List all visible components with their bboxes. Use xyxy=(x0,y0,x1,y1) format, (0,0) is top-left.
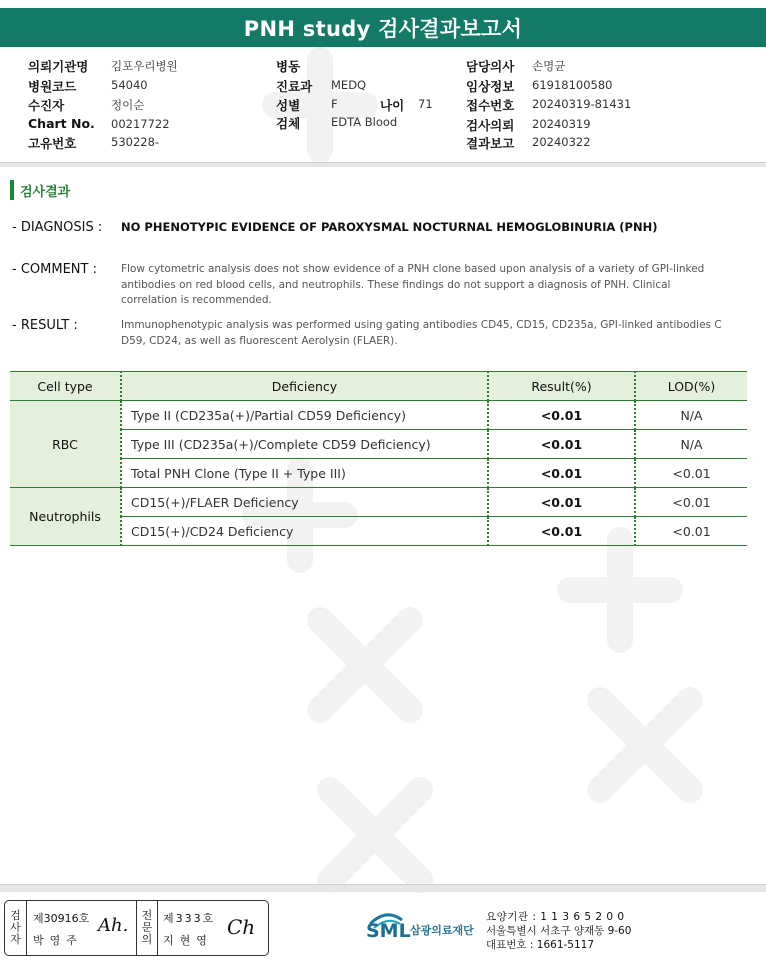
header-label: 검사의뢰 xyxy=(466,118,515,133)
deficiency-cell: Total PNH Clone (Type II + Type III) xyxy=(121,459,488,488)
institution-name: 삼광의료재단 xyxy=(410,924,474,937)
signer2-role xyxy=(136,901,158,955)
lod-cell: N/A xyxy=(635,401,747,430)
diagnosis-text: NO PHENOTYPIC EVIDENCE OF PAROXYSMAL NOCTURNAL HEMOGLOBINURIA (PNH) xyxy=(121,220,658,234)
report-title: PNH study 검사결과보고서 xyxy=(0,8,766,47)
role-char: 자 xyxy=(10,933,21,946)
result-line: D59, CD24, as well as fluorescent Aerolysin (FLAER). xyxy=(121,334,398,347)
header-lod: LOD(%) xyxy=(635,372,747,401)
header-value: 정이순 xyxy=(111,98,145,112)
age-value: 71 xyxy=(418,97,433,111)
table-row xyxy=(10,401,747,430)
lod-cell: <0.01 xyxy=(635,517,747,546)
signer1-license: 제30916호 xyxy=(33,912,90,925)
header-label: 담당의사 xyxy=(466,59,515,74)
institution-code: 요양기관 : 1 1 3 6 5 2 0 0 xyxy=(486,911,625,923)
institution-phone: 대표번호 : 1661-5117 xyxy=(486,939,595,951)
deficiency-cell: CD15(+)/FLAER Deficiency xyxy=(121,488,488,517)
result-cell: <0.01 xyxy=(488,459,635,488)
header-value: 54040 xyxy=(111,78,148,92)
table-header-row xyxy=(10,372,747,401)
header-label: 검체 xyxy=(276,116,301,131)
role-char: 전 xyxy=(141,909,153,922)
header-value: 20240322 xyxy=(532,135,591,149)
footer-divider xyxy=(0,884,766,892)
header-label: 수진자 xyxy=(28,98,65,113)
header-label: 임상정보 xyxy=(466,79,515,94)
header-label: 진료과 xyxy=(276,79,313,94)
deficiency-cell: Type III (CD235a(+)/Complete CD59 Deficiency) xyxy=(121,430,488,459)
header-cell-type: Cell type xyxy=(10,372,121,401)
header-label: 병원코드 xyxy=(28,79,77,94)
lod-cell: N/A xyxy=(635,430,747,459)
sml-logo xyxy=(364,906,484,950)
header-value: EDTA Blood xyxy=(331,115,398,129)
signature-box xyxy=(4,900,269,956)
age-label: 나이 xyxy=(380,98,405,113)
role-char: 문 xyxy=(141,921,153,934)
header-divider xyxy=(0,162,766,167)
header-value: F xyxy=(331,97,338,111)
header-label: 의뢰기관명 xyxy=(28,59,89,74)
section-title-text: 검사결과 xyxy=(20,184,71,200)
header-label: 결과보고 xyxy=(466,136,515,151)
institution-address: 서울특별시 서초구 양재동 9-60 xyxy=(486,925,632,937)
results-table xyxy=(10,371,747,546)
result-text xyxy=(121,318,741,349)
diagnosis-label: - DIAGNOSIS : xyxy=(12,220,103,235)
header-label: 고유번호 xyxy=(28,136,77,151)
result-line: Immunophenotypic analysis was performed using gating antibodies CD45, CD15, CD235a, GPI-linked antibodies C xyxy=(121,319,722,331)
deficiency-cell: CD15(+)/CD24 Deficiency xyxy=(121,517,488,546)
header-result: Result(%) xyxy=(488,372,635,401)
cell-type-neutrophils: Neutrophils xyxy=(10,488,121,546)
result-cell: <0.01 xyxy=(488,430,635,459)
header-value: 61918100580 xyxy=(532,78,613,92)
logo-text: SML xyxy=(366,920,411,942)
header-value: 김포우리병원 xyxy=(111,59,178,73)
role-char: 사 xyxy=(10,921,21,934)
header-value: 20240319 xyxy=(532,117,591,131)
deficiency-cell: Type II (CD235a(+)/Partial CD59 Deficiency) xyxy=(121,401,488,430)
section-title xyxy=(10,180,70,200)
table-row xyxy=(10,488,747,517)
role-char: 의 xyxy=(141,933,153,946)
cell-type-rbc: RBC xyxy=(10,401,121,488)
header-value: MEDQ xyxy=(331,78,367,92)
header-deficiency: Deficiency xyxy=(121,372,488,401)
signer2-signature: Ch xyxy=(227,915,256,939)
header-value: 530228- xyxy=(111,135,160,149)
section-marker xyxy=(10,180,14,200)
result-cell: <0.01 xyxy=(488,488,635,517)
lod-cell: <0.01 xyxy=(635,459,747,488)
header-value: 00217722 xyxy=(111,117,170,131)
header-label: Chart No. xyxy=(28,116,95,131)
comment-line: correlation is recommended. xyxy=(121,294,272,306)
signer1-role xyxy=(5,901,27,955)
header-label: 접수번호 xyxy=(466,98,515,113)
header-value: 손명균 xyxy=(532,59,566,73)
comment-label: - COMMENT : xyxy=(12,262,97,277)
comment-line: antibodies on red blood cells, and neutrophils. These findings do not support a diagnosis of PNH. Clinical xyxy=(121,278,671,291)
signer1-signature: Ah. xyxy=(98,915,129,936)
result-cell: <0.01 xyxy=(488,517,635,546)
result-label: - RESULT : xyxy=(12,318,78,333)
header-value: 20240319-81431 xyxy=(532,97,632,111)
table-row xyxy=(10,459,747,488)
signer2-license: 제333호 xyxy=(163,912,216,925)
role-char: 검 xyxy=(10,909,21,922)
comment-line: Flow cytometric analysis does not show evidence of a PNH clone based upon analysis of a variety of GPI-linked xyxy=(121,263,705,275)
table-row xyxy=(10,430,747,459)
signer2-name: 지현영 xyxy=(163,934,213,947)
signer1-name: 박영주 xyxy=(33,934,83,947)
result-cell: <0.01 xyxy=(488,401,635,430)
header-label: 성별 xyxy=(276,98,301,113)
table-row xyxy=(10,517,747,546)
comment-text xyxy=(121,262,741,309)
lod-cell: <0.01 xyxy=(635,488,747,517)
header-label: 병동 xyxy=(276,59,301,74)
